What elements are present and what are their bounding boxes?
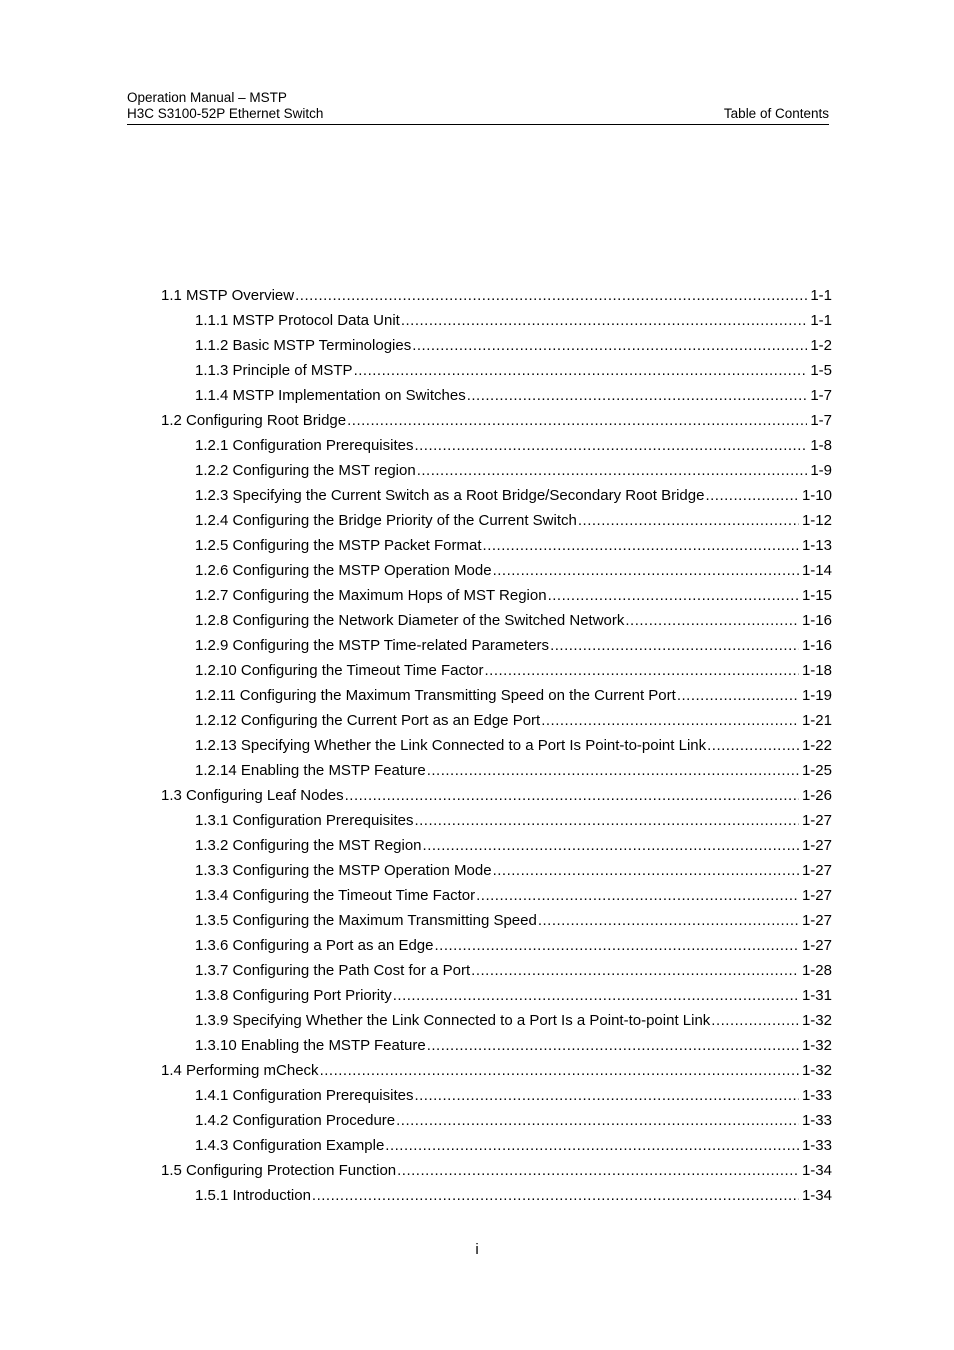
toc-dot-leader — [471, 961, 799, 981]
toc-entry-title: 1.3.1 Configuration Prerequisites — [195, 812, 414, 829]
toc-entry[interactable] — [161, 1186, 832, 1211]
toc-entry-page: 1-18 — [801, 662, 832, 679]
toc-entry[interactable] — [161, 911, 832, 936]
toc-entry-page: 1-13 — [801, 537, 832, 554]
toc-entry-page: 1-1 — [810, 287, 832, 304]
toc-entry-title: 1.2 Configuring Root Bridge — [161, 412, 347, 429]
toc-dot-leader — [427, 1036, 799, 1056]
toc-entry-page: 1-27 — [801, 837, 832, 854]
toc-entry[interactable] — [161, 311, 832, 336]
toc-entry-title: 1.2.11 Configuring the Maximum Transmitting Speed on the Current Port — [195, 687, 676, 704]
toc-entry-page: 1-28 — [801, 962, 832, 979]
toc-dot-leader — [625, 611, 799, 631]
toc-dot-leader — [427, 761, 799, 781]
toc-entry-title: 1.3.6 Configuring a Port as an Edge — [195, 937, 434, 954]
toc-entry-title: 1.3.10 Enabling the MSTP Feature — [195, 1037, 426, 1054]
toc-entry-page: 1-27 — [801, 862, 832, 879]
table-of-contents — [161, 286, 832, 1211]
toc-entry-title: 1.4.1 Configuration Prerequisites — [195, 1087, 414, 1104]
toc-dot-leader — [396, 1111, 799, 1131]
toc-dot-leader — [711, 1011, 799, 1031]
toc-entry-title: 1.3.8 Configuring Port Priority — [195, 987, 392, 1004]
toc-entry[interactable] — [161, 1011, 832, 1036]
header-section-name: Table of Contents — [723, 106, 829, 121]
toc-entry-title: 1.3.5 Configuring the Maximum Transmitting Speed — [195, 912, 537, 929]
toc-entry[interactable] — [161, 711, 832, 736]
toc-dot-leader — [354, 361, 808, 381]
toc-dot-leader — [347, 411, 807, 431]
toc-entry-title: 1.2.2 Configuring the MST region — [195, 462, 416, 479]
toc-entry-page: 1-27 — [801, 887, 832, 904]
toc-entry[interactable] — [161, 811, 832, 836]
toc-dot-leader — [538, 911, 799, 931]
toc-entry[interactable] — [161, 986, 832, 1011]
toc-entry[interactable] — [161, 1086, 832, 1111]
toc-entry-page: 1-32 — [801, 1037, 832, 1054]
toc-entry-page: 1-25 — [801, 762, 832, 779]
toc-entry-title: 1.2.1 Configuration Prerequisites — [195, 437, 414, 454]
toc-entry-title: 1.1.4 MSTP Implementation on Switches — [195, 387, 466, 404]
toc-entry-page: 1-5 — [810, 362, 832, 379]
toc-entry[interactable] — [161, 411, 832, 436]
toc-entry[interactable] — [161, 461, 832, 486]
toc-entry-page: 1-12 — [801, 512, 832, 529]
toc-entry[interactable] — [161, 786, 832, 811]
toc-entry[interactable] — [161, 661, 832, 686]
toc-entry-page: 1-32 — [801, 1062, 832, 1079]
toc-entry-title: 1.2.10 Configuring the Timeout Time Factor — [195, 662, 484, 679]
toc-entry-page: 1-7 — [810, 387, 832, 404]
toc-entry[interactable] — [161, 936, 832, 961]
toc-dot-leader — [541, 711, 799, 731]
toc-entry[interactable] — [161, 686, 832, 711]
toc-entry[interactable] — [161, 336, 832, 361]
toc-entry[interactable] — [161, 1161, 832, 1186]
toc-entry-title: 1.2.13 Specifying Whether the Link Connected to a Port Is Point-to-point Link — [195, 737, 707, 754]
toc-dot-leader — [397, 1161, 799, 1181]
toc-entry[interactable] — [161, 1136, 832, 1161]
toc-entry[interactable] — [161, 636, 832, 661]
toc-entry[interactable] — [161, 286, 832, 311]
toc-entry-title: 1.2.6 Configuring the MSTP Operation Mode — [195, 562, 492, 579]
toc-entry-page: 1-7 — [810, 412, 832, 429]
toc-entry-title: 1.1 MSTP Overview — [161, 287, 295, 304]
toc-dot-leader — [435, 936, 799, 956]
toc-entry-page: 1-33 — [801, 1137, 832, 1154]
toc-entry[interactable] — [161, 886, 832, 911]
toc-entry-title: 1.3.9 Specifying Whether the Link Connected to a Port Is a Point-to-point Link — [195, 1012, 711, 1029]
toc-dot-leader — [476, 886, 799, 906]
toc-entry-title: 1.2.8 Configuring the Network Diameter of the Switched Network — [195, 612, 625, 629]
toc-entry-page: 1-1 — [810, 312, 832, 329]
toc-entry[interactable] — [161, 386, 832, 411]
toc-entry[interactable] — [161, 536, 832, 561]
toc-dot-leader — [550, 636, 799, 656]
toc-dot-leader — [677, 686, 799, 706]
toc-entry-page: 1-19 — [801, 687, 832, 704]
toc-dot-leader — [414, 1086, 799, 1106]
toc-dot-leader — [320, 1061, 799, 1081]
header-row — [127, 106, 829, 122]
toc-entry[interactable] — [161, 1111, 832, 1136]
toc-dot-leader — [295, 286, 807, 306]
toc-entry-title: 1.3 Configuring Leaf Nodes — [161, 787, 344, 804]
footer-page-number: i — [475, 1241, 479, 1258]
header-product-name: H3C S3100-52P Ethernet Switch — [127, 106, 324, 121]
toc-dot-leader — [705, 486, 799, 506]
toc-dot-leader — [423, 836, 799, 856]
toc-entry-page: 1-27 — [801, 912, 832, 929]
toc-entry[interactable] — [161, 836, 832, 861]
toc-dot-leader — [412, 336, 807, 356]
toc-entry[interactable] — [161, 511, 832, 536]
toc-entry-page: 1-16 — [801, 612, 832, 629]
page-header — [127, 90, 829, 122]
toc-dot-leader — [417, 461, 808, 481]
toc-dot-leader — [414, 811, 799, 831]
toc-dot-leader — [493, 861, 799, 881]
toc-entry[interactable] — [161, 1036, 832, 1061]
toc-dot-leader — [345, 786, 799, 806]
toc-dot-leader — [414, 436, 807, 456]
toc-entry-page: 1-27 — [801, 937, 832, 954]
toc-entry-page: 1-27 — [801, 812, 832, 829]
toc-entry-title: 1.1.1 MSTP Protocol Data Unit — [195, 312, 400, 329]
toc-entry-page: 1-2 — [810, 337, 832, 354]
toc-entry-page: 1-34 — [801, 1187, 832, 1204]
toc-entry-page: 1-16 — [801, 637, 832, 654]
toc-dot-leader — [578, 511, 799, 531]
toc-entry-title: 1.2.4 Configuring the Bridge Priority of the Current Switch — [195, 512, 577, 529]
toc-entry-title: 1.1.3 Principle of MSTP — [195, 362, 353, 379]
toc-entry-page: 1-33 — [801, 1087, 832, 1104]
toc-entry-title: 1.3.4 Configuring the Timeout Time Factor — [195, 887, 476, 904]
toc-entry[interactable] — [161, 861, 832, 886]
toc-entry-page: 1-8 — [810, 437, 832, 454]
toc-entry-page: 1-31 — [801, 987, 832, 1004]
toc-entry[interactable] — [161, 361, 832, 386]
toc-entry-title: 1.5 Configuring Protection Function — [161, 1162, 397, 1179]
toc-entry-page: 1-33 — [801, 1112, 832, 1129]
toc-entry-title: 1.2.3 Specifying the Current Switch as a Root Bridge/Secondary Root Bridge — [195, 487, 705, 504]
toc-entry[interactable] — [161, 961, 832, 986]
toc-dot-leader — [548, 586, 799, 606]
toc-entry-page: 1-22 — [801, 737, 832, 754]
toc-dot-leader — [385, 1136, 799, 1156]
toc-entry[interactable] — [161, 1061, 832, 1086]
toc-entry-title: 1.2.7 Configuring the Maximum Hops of MST Region — [195, 587, 547, 604]
toc-entry[interactable] — [161, 561, 832, 586]
toc-entry-title: 1.2.9 Configuring the MSTP Time-related Parameters — [195, 637, 550, 654]
toc-entry-page: 1-32 — [801, 1012, 832, 1029]
toc-dot-leader — [707, 736, 799, 756]
toc-entry[interactable] — [161, 611, 832, 636]
toc-entry[interactable] — [161, 586, 832, 611]
toc-entry-title: 1.2.5 Configuring the MSTP Packet Format — [195, 537, 482, 554]
toc-entry-page: 1-15 — [801, 587, 832, 604]
toc-entry-title: 1.3.7 Configuring the Path Cost for a Port — [195, 962, 471, 979]
toc-entry-page: 1-21 — [801, 712, 832, 729]
toc-entry-title: 1.3.2 Configuring the MST Region — [195, 837, 422, 854]
toc-dot-leader — [483, 536, 799, 556]
toc-entry[interactable] — [161, 761, 832, 786]
toc-entry[interactable] — [161, 436, 832, 461]
toc-entry-page: 1-10 — [801, 487, 832, 504]
toc-entry-title: 1.1.2 Basic MSTP Terminologies — [195, 337, 412, 354]
header-divider — [127, 124, 829, 125]
toc-dot-leader — [393, 986, 799, 1006]
toc-entry-page: 1-9 — [810, 462, 832, 479]
toc-dot-leader — [467, 386, 808, 406]
toc-entry-title: 1.2.14 Enabling the MSTP Feature — [195, 762, 426, 779]
toc-entry-title: 1.5.1 Introduction — [195, 1187, 311, 1204]
toc-dot-leader — [312, 1186, 799, 1206]
toc-entry-title: 1.4 Performing mCheck — [161, 1062, 319, 1079]
toc-entry-page: 1-26 — [801, 787, 832, 804]
toc-entry-title: 1.4.3 Configuration Example — [195, 1137, 385, 1154]
toc-dot-leader — [401, 311, 807, 331]
toc-entry-title: 1.3.3 Configuring the MSTP Operation Mode — [195, 862, 492, 879]
header-manual-title: Operation Manual – MSTP — [127, 90, 287, 105]
toc-entry-title: 1.4.2 Configuration Procedure — [195, 1112, 396, 1129]
toc-entry[interactable] — [161, 486, 832, 511]
toc-dot-leader — [493, 561, 799, 581]
toc-entry-page: 1-34 — [801, 1162, 832, 1179]
toc-dot-leader — [484, 661, 798, 681]
toc-entry-page: 1-14 — [801, 562, 832, 579]
toc-entry[interactable] — [161, 736, 832, 761]
toc-entry-title: 1.2.12 Configuring the Current Port as an Edge Port — [195, 712, 541, 729]
